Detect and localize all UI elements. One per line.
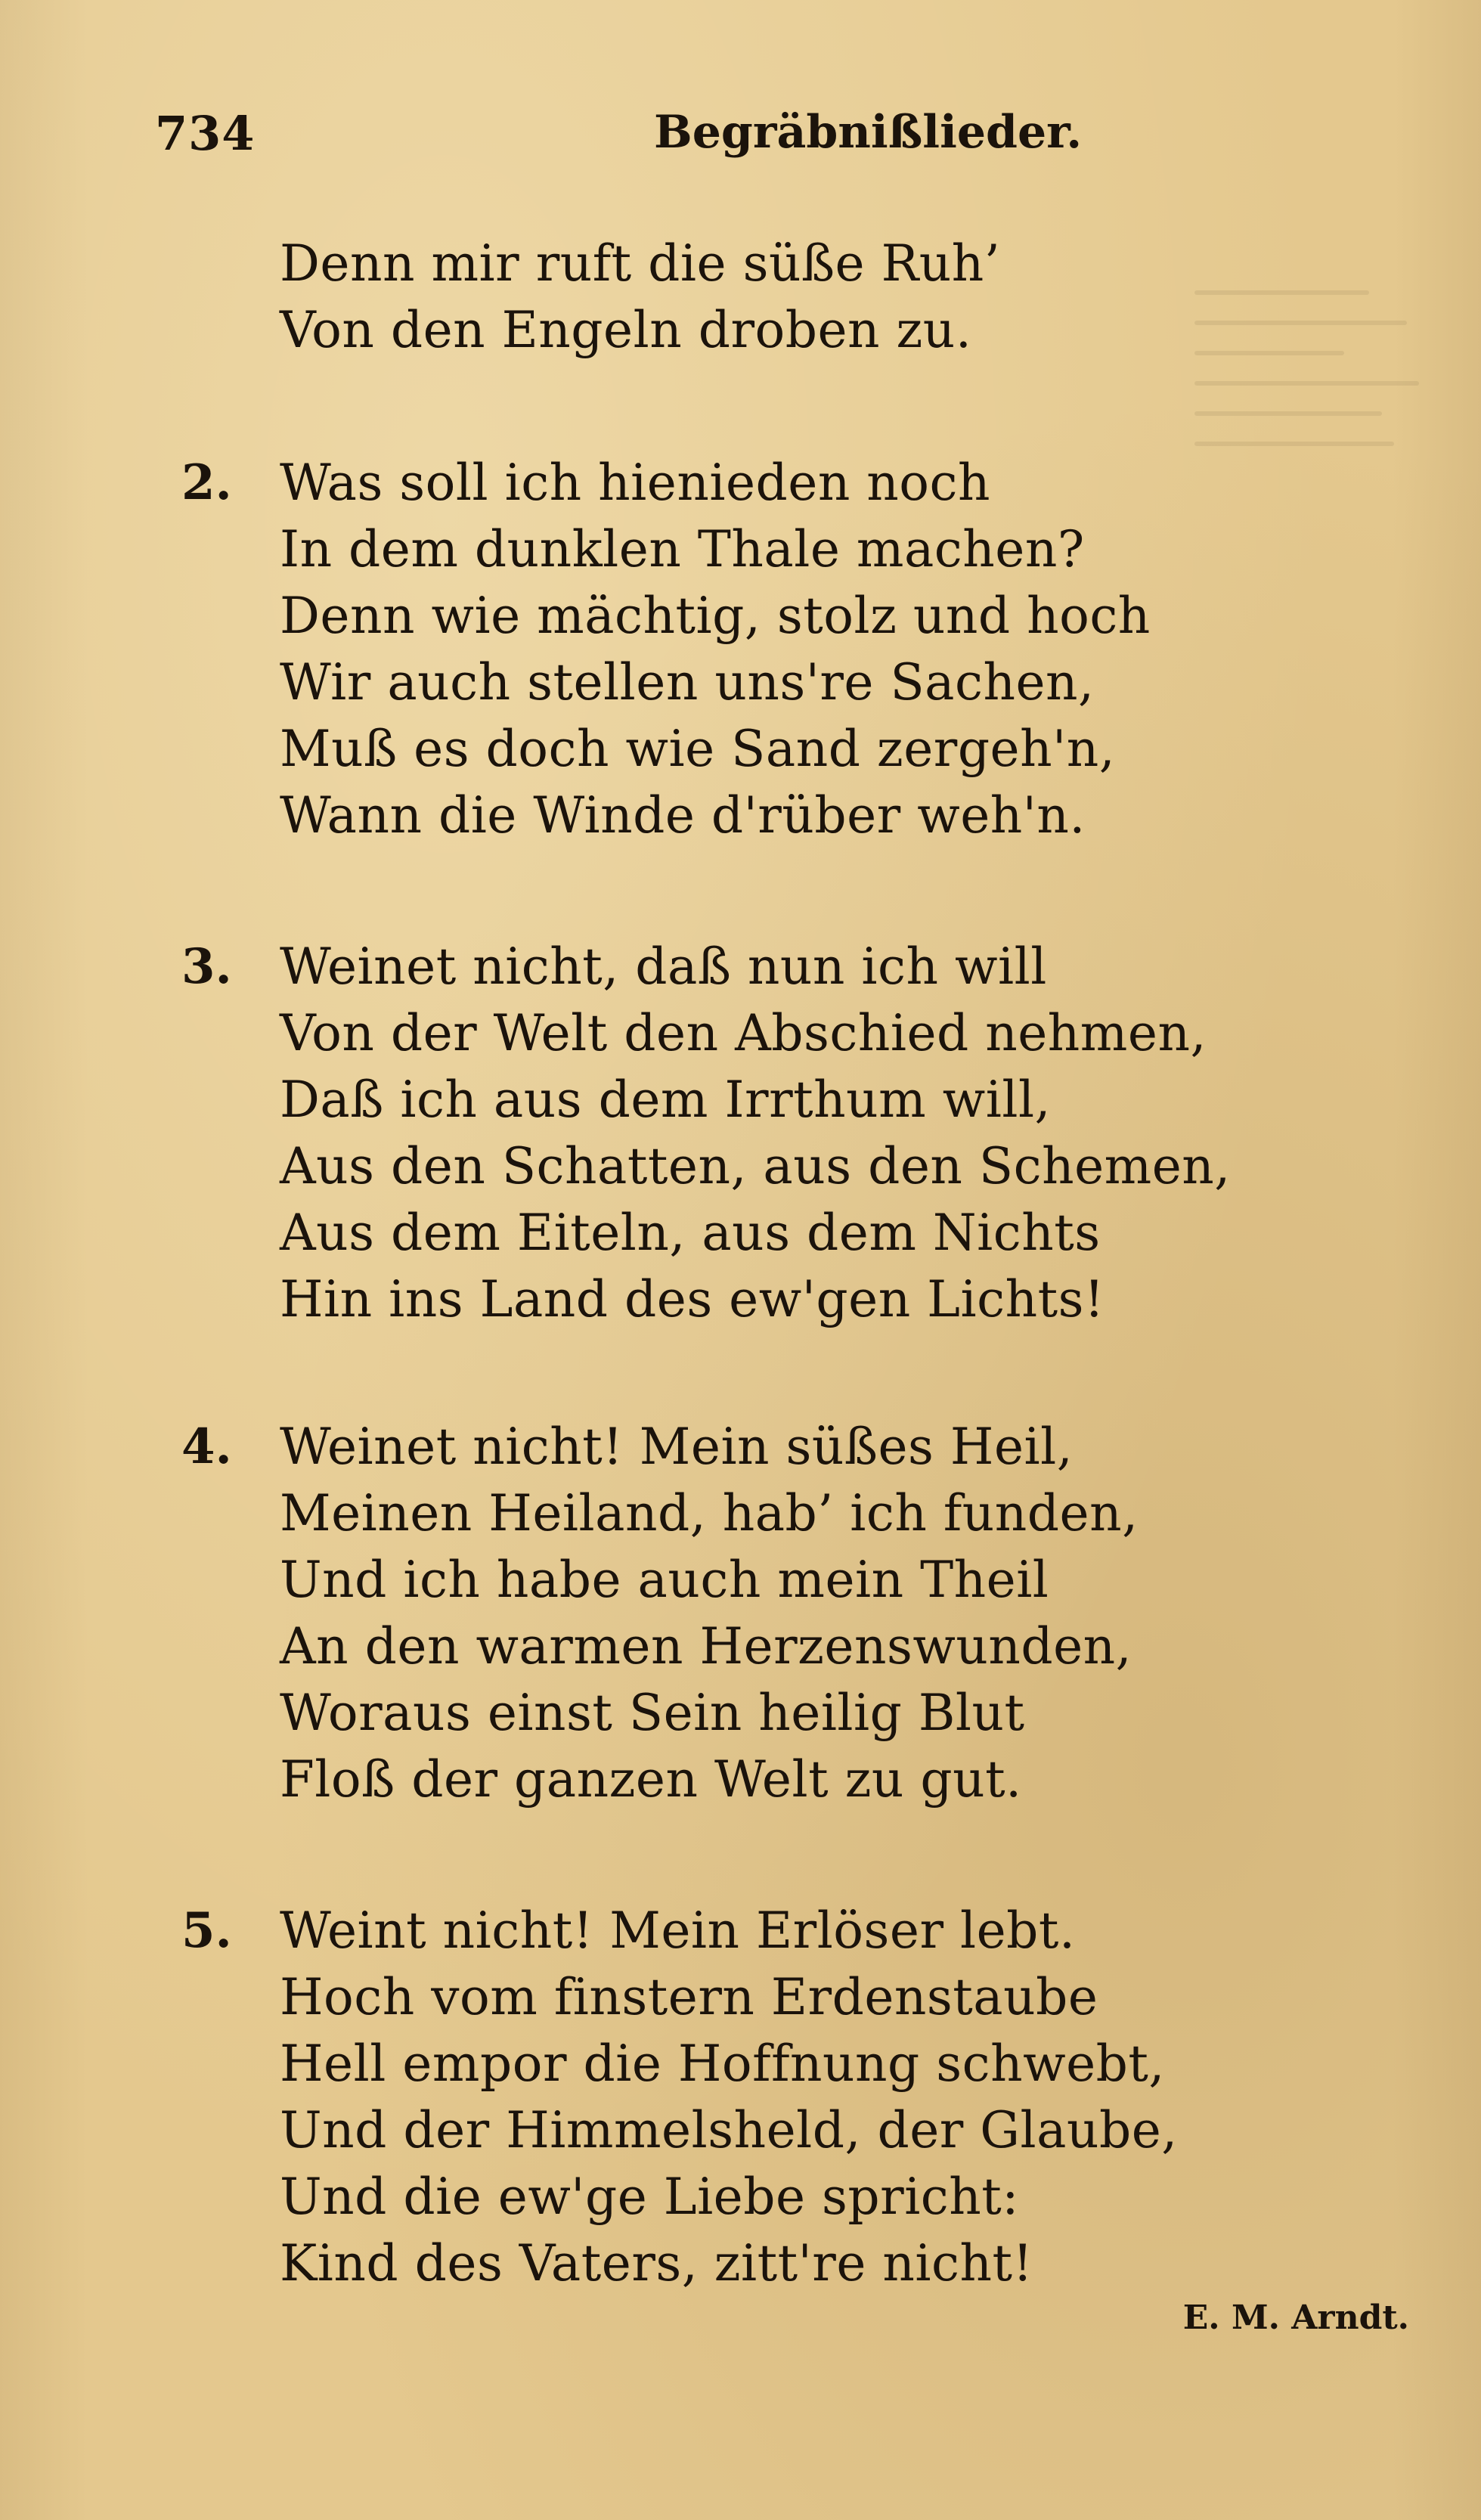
verse-line: Und die ew'ge Liebe spricht:: [280, 2168, 1020, 2226]
verse-line: An den warmen Herzenswunden,: [280, 1617, 1132, 1675]
verse-line: Meinen Heiland, hab’ ich funden,: [280, 1484, 1139, 1542]
page-number: 734: [155, 106, 256, 161]
stanza-number: 4.: [181, 1418, 232, 1475]
stanza-lines: [280, 231, 1000, 364]
verse-line: Muß es doch wie Sand zergeh'n,: [280, 720, 1116, 778]
verse-line: Hell empor die Hoffnung schwebt,: [280, 2035, 1165, 2093]
verse-line: Wir auch stellen uns're Sachen,: [280, 653, 1095, 711]
verse-line: Was soll ich hienieden noch: [280, 454, 991, 512]
verse-line: Hoch vom finstern Erdenstaube: [280, 1968, 1098, 2026]
verse-line: Hin ins Land des ew'gen Lichts!: [280, 1270, 1105, 1328]
page-header: [155, 106, 1326, 174]
verse-line: Denn wie mächtig, stolz und hoch: [280, 587, 1151, 645]
verse-line: Wann die Winde d'rüber weh'n.: [280, 786, 1086, 845]
verse-line: Aus dem Eiteln, aus dem Nichts: [280, 1204, 1101, 1262]
stanza-number: 2.: [181, 454, 232, 511]
verse-line: Weinet nicht, daß nun ich will: [280, 938, 1047, 996]
verse-line: Weinet nicht! Mein süßes Heil,: [280, 1418, 1074, 1476]
stanza-number: 3.: [181, 938, 232, 995]
verse-line: Daß ich aus dem Irrthum will,: [280, 1071, 1052, 1129]
author-attribution: E. M. Arndt.: [1182, 2298, 1409, 2337]
verse-line: Weint nicht! Mein Erlöser lebt.: [280, 1902, 1076, 1960]
verse-line: Von der Welt den Abschied nehmen,: [280, 1004, 1207, 1062]
running-title: Begräbnißlieder.: [654, 106, 1083, 159]
verse-line: In dem dunklen Thale machen?: [280, 520, 1085, 578]
verse-line: Kind des Vaters, zitt're nicht!: [280, 2234, 1033, 2292]
stanza-lines: [280, 450, 1151, 849]
stanza-lines: [280, 1414, 1139, 1813]
verse-line: Floß der ganzen Welt zu gut.: [280, 1750, 1022, 1809]
verse-line: Denn mir ruft die süße Ruh’: [280, 234, 1001, 293]
verse-line: Von den Engeln droben zu.: [280, 301, 972, 359]
bleed-through-shadow: [1194, 265, 1444, 2079]
verse-line: Woraus einst Sein heilig Blut: [280, 1684, 1025, 1742]
stanza-lines: [280, 934, 1231, 1333]
verse-line: Aus den Schatten, aus den Schemen,: [280, 1137, 1231, 1195]
stanza-number: 5.: [181, 1902, 232, 1959]
verse-line: Und ich habe auch mein Theil: [280, 1551, 1049, 1609]
verse-line: Und der Himmelsheld, der Glaube,: [280, 2101, 1178, 2159]
stanza-lines: [280, 1898, 1178, 2297]
